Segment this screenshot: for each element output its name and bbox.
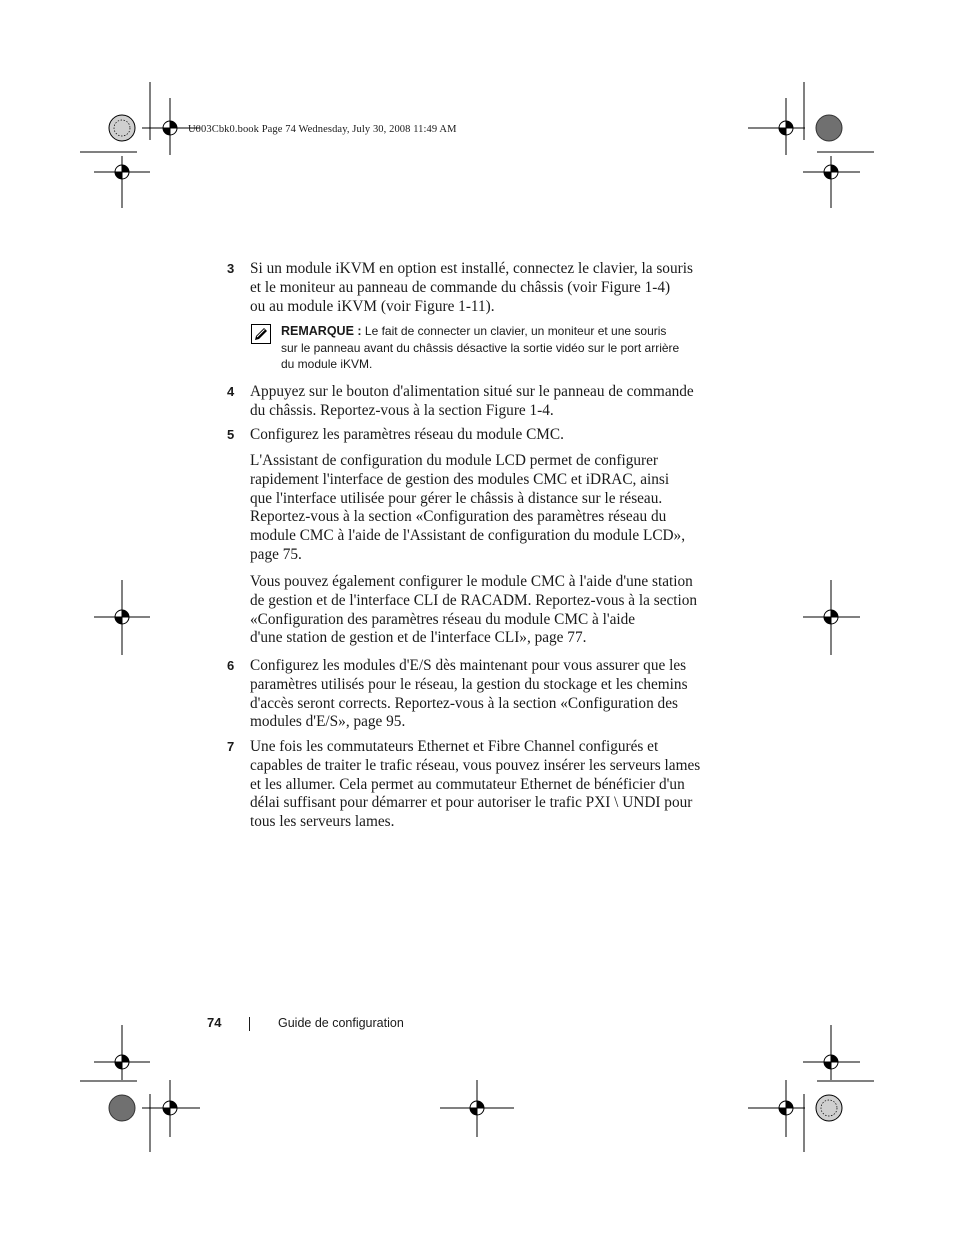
footer-separator [249, 1017, 250, 1031]
step-text [250, 426, 720, 445]
step-text [250, 657, 720, 732]
text-line: L'Assistant de configuration du module LCD permet de configurer [250, 452, 659, 469]
text-line: capables de traiter le trafic réseau, vous pouvez insérer les serveurs lames [250, 756, 701, 774]
text-line: Appuyez sur le bouton d'alimentation situé sur le panneau de commande [250, 383, 694, 400]
text-line: paramètres utilisés pour le réseau, la gestion du stockage et les chemins [250, 675, 688, 693]
header-file-info: U003Cbk0.book Page 74 Wednesday, July 30, 2008 11:49 AM [188, 124, 457, 135]
text-line: modules d'E/S», page 95. [250, 713, 406, 731]
text-line: rapidement l'interface de gestion des modules CMC et iDRAC, ainsi [250, 470, 670, 488]
page-number: 74 [207, 1015, 222, 1030]
text-line: que l'interface utilisée pour gérer le châssis à distance sur le réseau. [250, 489, 663, 507]
paragraph-racadm [250, 573, 720, 648]
text-line: Vous pouvez également configurer le module CMC à l'aide d'une station [250, 573, 693, 590]
step-text [250, 383, 720, 421]
text-line: de gestion et de l'interface CLI de RACADM. Reportez-vous à la section [250, 591, 698, 609]
step-text [250, 738, 720, 832]
step-number: 3 [227, 261, 235, 276]
note-line: du module iKVM. [281, 357, 373, 372]
step-number: 7 [227, 739, 235, 754]
step-number: 4 [227, 384, 235, 399]
text-line: page 75. [250, 545, 302, 563]
text-line: Une fois les commutateurs Ethernet et Fibre Channel configurés et [250, 738, 659, 755]
note-line: sur le panneau avant du châssis désactive la sortie vidéo sur le port arrière [281, 340, 680, 355]
text-line: d'une station de gestion et de l'interface CLI», page 77. [250, 629, 587, 647]
note-text [281, 323, 721, 373]
note-line: Le fait de connecter un clavier, un moniteur et une souris [364, 324, 667, 338]
paragraph-lcd-wizard [250, 452, 720, 565]
text-line: ou au module iKVM (voir Figure 1-11). [250, 297, 495, 315]
text-line: Configurez les modules d'E/S dès maintenant pour vous assurer que les [250, 657, 687, 674]
text-line: du châssis. Reportez-vous à la section Figure 1-4. [250, 401, 554, 419]
text-line: et les allumer. Cela permet au commutateur Ethernet de bénéficier d'un [250, 775, 685, 793]
note-pencil-icon [251, 324, 271, 344]
step-text [250, 260, 720, 316]
text-line: tous les serveurs lames. [250, 813, 395, 831]
step-number: 5 [227, 427, 235, 442]
text-line: Configurez les paramètres réseau du module CMC. [250, 426, 564, 443]
footer-title: Guide de configuration [278, 1016, 404, 1030]
text-line: Reportez-vous à la section «Configuration des paramètres réseau du [250, 508, 667, 526]
text-line: «Configuration des paramètres réseau du module CMC à l'aide [250, 610, 636, 628]
note-label: REMARQUE : [281, 324, 362, 338]
text-line: délai suffisant pour démarrer et pour autoriser le trafic PXI \ UNDI pour [250, 794, 693, 812]
text-line: module CMC à l'aide de l'Assistant de configuration du module LCD», [250, 527, 686, 545]
text-line: Si un module iKVM en option est installé, connectez le clavier, la souris [250, 260, 693, 277]
text-line: et le moniteur au panneau de commande du châssis (voir Figure 1-4) [250, 278, 671, 296]
text-line: d'accès seront corrects. Reportez-vous à la section «Configuration des [250, 694, 678, 712]
step-number: 6 [227, 658, 235, 673]
